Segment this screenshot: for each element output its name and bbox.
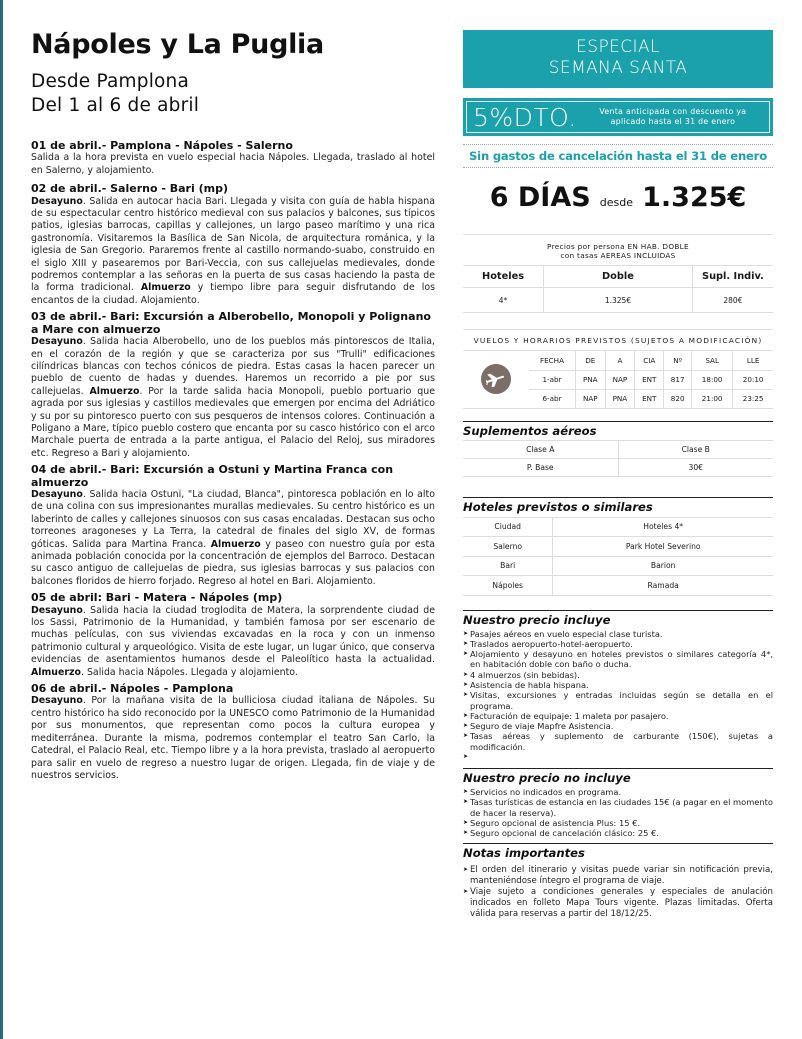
table-cell: PNA [605,389,635,408]
flights-table [463,351,773,409]
day-title: 05 de abril: Bari - Matera - Nápoles (mp) [31,591,283,605]
includes-list [463,629,773,763]
meal-highlight: Desayuno [31,336,83,348]
bullet-arrow-icon: ➤ [463,639,469,647]
list-item [463,680,773,690]
table-row [463,458,773,476]
list-item-text: Seguro opcional de asistencia Plus: 15 €. [470,817,641,828]
table-cell: ENT [635,389,664,408]
itinerary-day [31,140,435,177]
table-cell: NAP [575,389,605,408]
list-item [463,711,773,721]
bullet-arrow-icon: ➤ [463,711,469,719]
list-item-text: Alojamiento y desayuno en hoteles previstos o similares categoría 4*, en habitación doble con baño o ducha. [470,649,773,670]
includes-title: Nuestro precio incluye [463,612,611,627]
notes-section [463,843,773,920]
table-cell: 20:10 [733,370,773,389]
itinerary-day [31,311,435,460]
list-item-text: Servicios no indicados en programa. [470,787,622,798]
column-header: A [605,351,635,370]
hotels-title: Hoteles previstos o similares [463,499,653,514]
column-header: Ciudad [463,517,553,537]
itinerary-day [31,683,435,782]
meal-highlight: Desayuno [31,195,83,207]
list-item [463,752,773,762]
list-item [463,731,773,752]
list-item [463,639,773,649]
special-line-2: SEMANA SANTA [548,58,688,78]
column-header: SAL [692,351,733,370]
day-text: . Salida hacia la ciudad troglodita de Matera, la sorprendente ciudad de los Sassi, Patrimonio de la Humanidad, y también famosa por ser escenario de muchas películas, con sus viviendas excavadas en la roca y con un inmenso patrimonio cultural y arqueológico. Visita de este lugar, un lugar único, que conserva evidencias de asentamientos humanos desde el Paleolítico hasta la actualidad. [31,604,435,666]
list-item-text: El orden del itinerario y visitas puede variar sin notificación previa, manteniéndose íntegro el programa de viaje. [470,864,773,886]
meal-highlight: Almuerzo [210,538,261,550]
discount-banner [463,98,773,136]
day-text: . Salida en autocar hacia Bari. Llegada y visita con guía de habla hispana de su espectacular centro histórico medieval con sus palacios y balcones, sus típicos patios, iglesias barrocas, capillas y callejones, un largo paseo marítimo y una rica gastronomía. Visitaremos la Basílica de San Nicola, de arquitectura románica, y la iglesia de San Gregorio. Pararemos frente al castillo normando-suabo, construido en el siglo XIII y pasearemos por Bari-Veccia, con sus callejuelas medievales, donde podremos contemplar a las señoras en la puerta de sus casas haciendo la pasta de la forma tradicional. [31,195,435,294]
price-from-label: desde [599,196,634,209]
price-amount: 1.325€ [642,182,747,213]
discount-label: 5%DTO. [473,102,577,132]
table-cell: 817 [664,370,692,389]
price-note-line-2: con tasas AEREAS INCLUIDAS [560,251,676,260]
special-line-1: ESPECIAL [576,37,660,57]
list-item [463,818,773,828]
excludes-title: Nuestro precio no incluye [463,771,631,786]
table-cell: P. Base [463,458,618,476]
hotels-section [463,497,773,596]
day-description [31,695,435,782]
bullet-arrow-icon: ➤ [463,788,469,796]
table-cell: 1.325€ [544,288,693,313]
column-header: Doble [544,266,693,288]
table-row [463,517,773,537]
table-cell: NAP [605,370,635,389]
list-item-text: Tasas aéreas y suplemento de carburante (150€), sujetas a modificación. [470,731,773,752]
column-header: Nº [664,351,692,370]
day-text: . Por la tarde salida hacia Monopoli, pueblo portuario que agrada por sus iglesias y castillos medievales que emergen por encima del Adriático y su por su pintoresco puerto con sus pesqueros de intensos colores. Continuación a Poligano a Mare, típico pueblo costero que encanta por su casco histórico con el arco Marchale puerta de entrada a la parte antigua, el Palacio del Reloj, sus miradores etc. Regreso a Bari y alojamiento. [31,385,435,459]
day-description [31,196,435,308]
list-item-text: Tasas turísticas de estancia en las ciudades 15€ (a pagar en el momento de hacer la reserva). [470,797,773,818]
hotels-table [463,517,773,596]
bullet-arrow-icon: ➤ [463,865,469,873]
list-item-text: Visitas, excursiones y entradas incluidas según se detalla en el programa. [470,690,773,711]
airplane-icon-cell [463,351,529,408]
column-header: FECHA [529,351,575,370]
day-text: Salida a la hora prevista en vuelo especial hacia Nápoles. Llegada, traslado al hotel en Salerno, y alojamiento. [31,152,435,176]
table-cell: 23:25 [733,389,773,408]
excludes-section [463,768,773,838]
discount-note-line-2: aplicado hasta el 31 de enero [610,117,736,126]
meal-highlight: Desayuno [31,488,83,500]
bullet-arrow-icon: ➤ [463,732,469,740]
itinerary-list [31,140,435,782]
table-row [463,288,773,313]
day-description [31,605,435,679]
bullet-arrow-icon: ➤ [463,691,469,699]
itinerary-day [31,464,435,588]
list-item [463,670,773,680]
air-supplements-table [463,440,773,477]
flights-title: VUELOS Y HORARIOS PREVISTOS (SUJETOS A MODIFICACIÓN) [463,330,773,351]
notes-title: Notas importantes [463,845,585,860]
list-item [463,865,773,887]
day-text: . Salida hacia Ostuni, "La ciudad, Blanca", pintoresca población en lo alto de una colina con sus impresionantes murallas medievales. Su centro histórico es un laberinto de calles y callejones sinuosos con sus casas encaladas. Destacan sus ocho torreones aragoneses y La Terra, la catedral de finales del siglo XV, de formas góticas. Salida para Martina Franca. [31,488,435,550]
trip-subtitle [31,70,435,118]
column-header: LLE [733,351,773,370]
list-item [463,828,773,838]
list-item [463,787,773,797]
meal-highlight: Desayuno [31,604,83,616]
price-table-note [463,235,773,266]
includes-section [463,610,773,763]
itinerary-column [31,28,435,786]
column-header: Supl. Indiv. [692,266,773,288]
page-edge-stripe [0,0,3,1039]
table-row [463,537,773,557]
table-cell: Park Hotel Severino [553,537,773,557]
meal-highlight: Almuerzo [31,666,81,678]
bullet-arrow-icon: ➤ [463,887,469,895]
day-title: 02 de abril.- Salerno - Bari (mp) [31,182,228,196]
list-item-text: Facturación de equipaje: 1 maleta por pasajero. [470,710,669,721]
table-cell: Nápoles [463,576,553,596]
bullet-arrow-icon: ➤ [463,670,469,678]
day-text: y paseo con nuestro guía por esta animada población conocida por la concentración de ejemplos del Barroco. Destacan su casco antiguo de callejuelas de piedra, sus iglesias barrocas y sus palacios con balcones floridos de hierro forjado. Regreso al hotel en Bari. Alojamiento. [31,538,435,587]
special-banner [463,30,773,88]
table-cell: 21:00 [692,389,733,408]
meal-highlight: Almuerzo [89,385,140,397]
excludes-list [463,787,773,838]
table-cell: 820 [664,389,692,408]
bullet-arrow-icon: ➤ [463,680,469,688]
bullet-arrow-icon: ➤ [463,798,469,806]
day-description [31,336,435,460]
list-item-text: Pasajes aéreos en vuelo especial clase turista. [470,628,663,639]
table-cell: 6-abr [529,389,575,408]
table-cell: 4* [463,288,544,313]
column-header: DE [575,351,605,370]
price-table [463,234,773,313]
meal-highlight: Almuerzo [140,282,191,294]
trip-dates: Del 1 al 6 de abril [31,95,200,116]
itinerary-day [31,183,435,307]
day-title: 01 de abril.- Pamplona - Nápoles - Salerno [31,139,293,152]
table-cell: Ramada [553,576,773,596]
bullet-arrow-icon: ➤ [463,829,469,837]
bullet-arrow-icon: ➤ [463,629,469,637]
itinerary-day [31,592,435,679]
meal-highlight: Desayuno [31,695,83,707]
table-cell: 30€ [618,458,773,476]
cancellation-note: Sin gastos de cancelación hasta el 31 de enero [463,144,773,168]
table-cell: 18:00 [692,370,733,389]
day-description [31,489,435,588]
column-header: Clase A [463,440,618,458]
day-title: 03 de abril.- Bari: Excursión a Alberobello, Monopoli y Polignano a Mare con almuerzo [31,310,431,336]
discount-note-line-1: Venta anticipada con descuento ya [599,107,747,116]
trip-title: Nápoles y La Puglia [31,29,324,60]
table-row [463,576,773,596]
table-cell: 280€ [692,288,773,313]
price-days: 6 DÍAS [489,182,591,213]
info-column [463,30,773,920]
table-cell: PNA [575,370,605,389]
table-cell: 1-abr [529,370,575,389]
table-cell: Salerno [463,537,553,557]
price-headline [463,182,773,224]
list-item-text: Viaje sujeto a condiciones generales y especiales de anulación indicados en folleto Mapa Tours vigente. Plazas limitadas. Oferta válida para reservas a partir del 18/12/25. [470,886,773,919]
airplane-icon [481,364,511,394]
trip-origin: Desde Pamplona [31,71,190,92]
day-title: 06 de abril.- Nápoles - Pamplona [31,682,234,696]
list-item-text: Traslados aeropuerto-hotel-aeropuerto. [470,638,633,649]
list-item [463,629,773,639]
day-text: y tiempo libre para seguir disfrutando de los encantos de la ciudad. Alojamiento. [31,282,435,306]
list-item-text: 4 almuerzos (sin bebidas). [470,669,580,680]
bullet-arrow-icon: ➤ [463,650,469,658]
table-cell: Barion [553,556,773,576]
bullet-arrow-icon: ➤ [463,753,469,761]
table-row [463,556,773,576]
air-supplements-section [463,421,773,477]
day-title: 04 de abril.- Bari: Excursión a Ostuni y Martina Franca con almuerzo [31,463,394,489]
column-header: Hoteles 4* [553,517,773,537]
day-text: . Por la mañana visita de la bulliciosa ciudad italiana de Nápoles. Su centro histórico ha sido reconocido por la UNESCO como Patrimonio de la Humanidad por sus monumentos, que representan como pocos la cultura europea y mediterránea. Durante la misma, podremos contemplar el teatro San Carlo, la Catedral, el Palacio Real, etc. Tiempo libre y a la hora prevista, traslado al aeropuerto para salir en vuelo de regreso a nuestro lugar de origen. Llegada, fin de viaje y de nuestros servicios. [31,695,435,781]
day-text: . Salida hacia Alberobello, uno de los pueblos más pintorescos de Italia, en el corazón de la región y que se caracteriza por sus "Trulli" edificaciones cilíndricas blancas con techos cónicos de piedra. Estas casas la hacen parecer un pueblo de cuento de hadas y duendes. Haremos un recorrido a pie por sus callejuelas. [31,336,435,397]
flights-section [463,329,773,409]
day-description [31,152,435,177]
notes-list [463,865,773,920]
list-item-text: Seguro de viaje Mapfre Asistencia. [470,721,614,732]
list-item [463,797,773,818]
list-item [463,649,773,670]
column-header: CIA [635,351,664,370]
price-table-header [463,266,773,288]
column-header: Clase B [618,440,773,458]
table-cell: ENT [635,370,664,389]
list-item-text: Asistencia de habla hispana. [470,679,589,690]
bullet-arrow-icon: ➤ [463,722,469,730]
air-supplements-title: Suplementos aéreos [463,423,597,438]
list-item [463,721,773,731]
discount-note [577,107,769,127]
column-header: Hoteles [463,266,544,288]
day-text: . Salida hacia Nápoles. Llegada y alojamiento. [80,666,298,678]
bullet-arrow-icon: ➤ [463,818,469,826]
table-cell: Bari [463,556,553,576]
list-item-text: Seguro opcional de cancelación clásico: 25 €. [470,828,659,839]
flights-header [463,351,773,370]
list-item [463,887,773,920]
list-item [463,690,773,711]
table-row [463,440,773,458]
price-note-line-1: Precios por persona EN HAB. DOBLE [547,242,689,251]
